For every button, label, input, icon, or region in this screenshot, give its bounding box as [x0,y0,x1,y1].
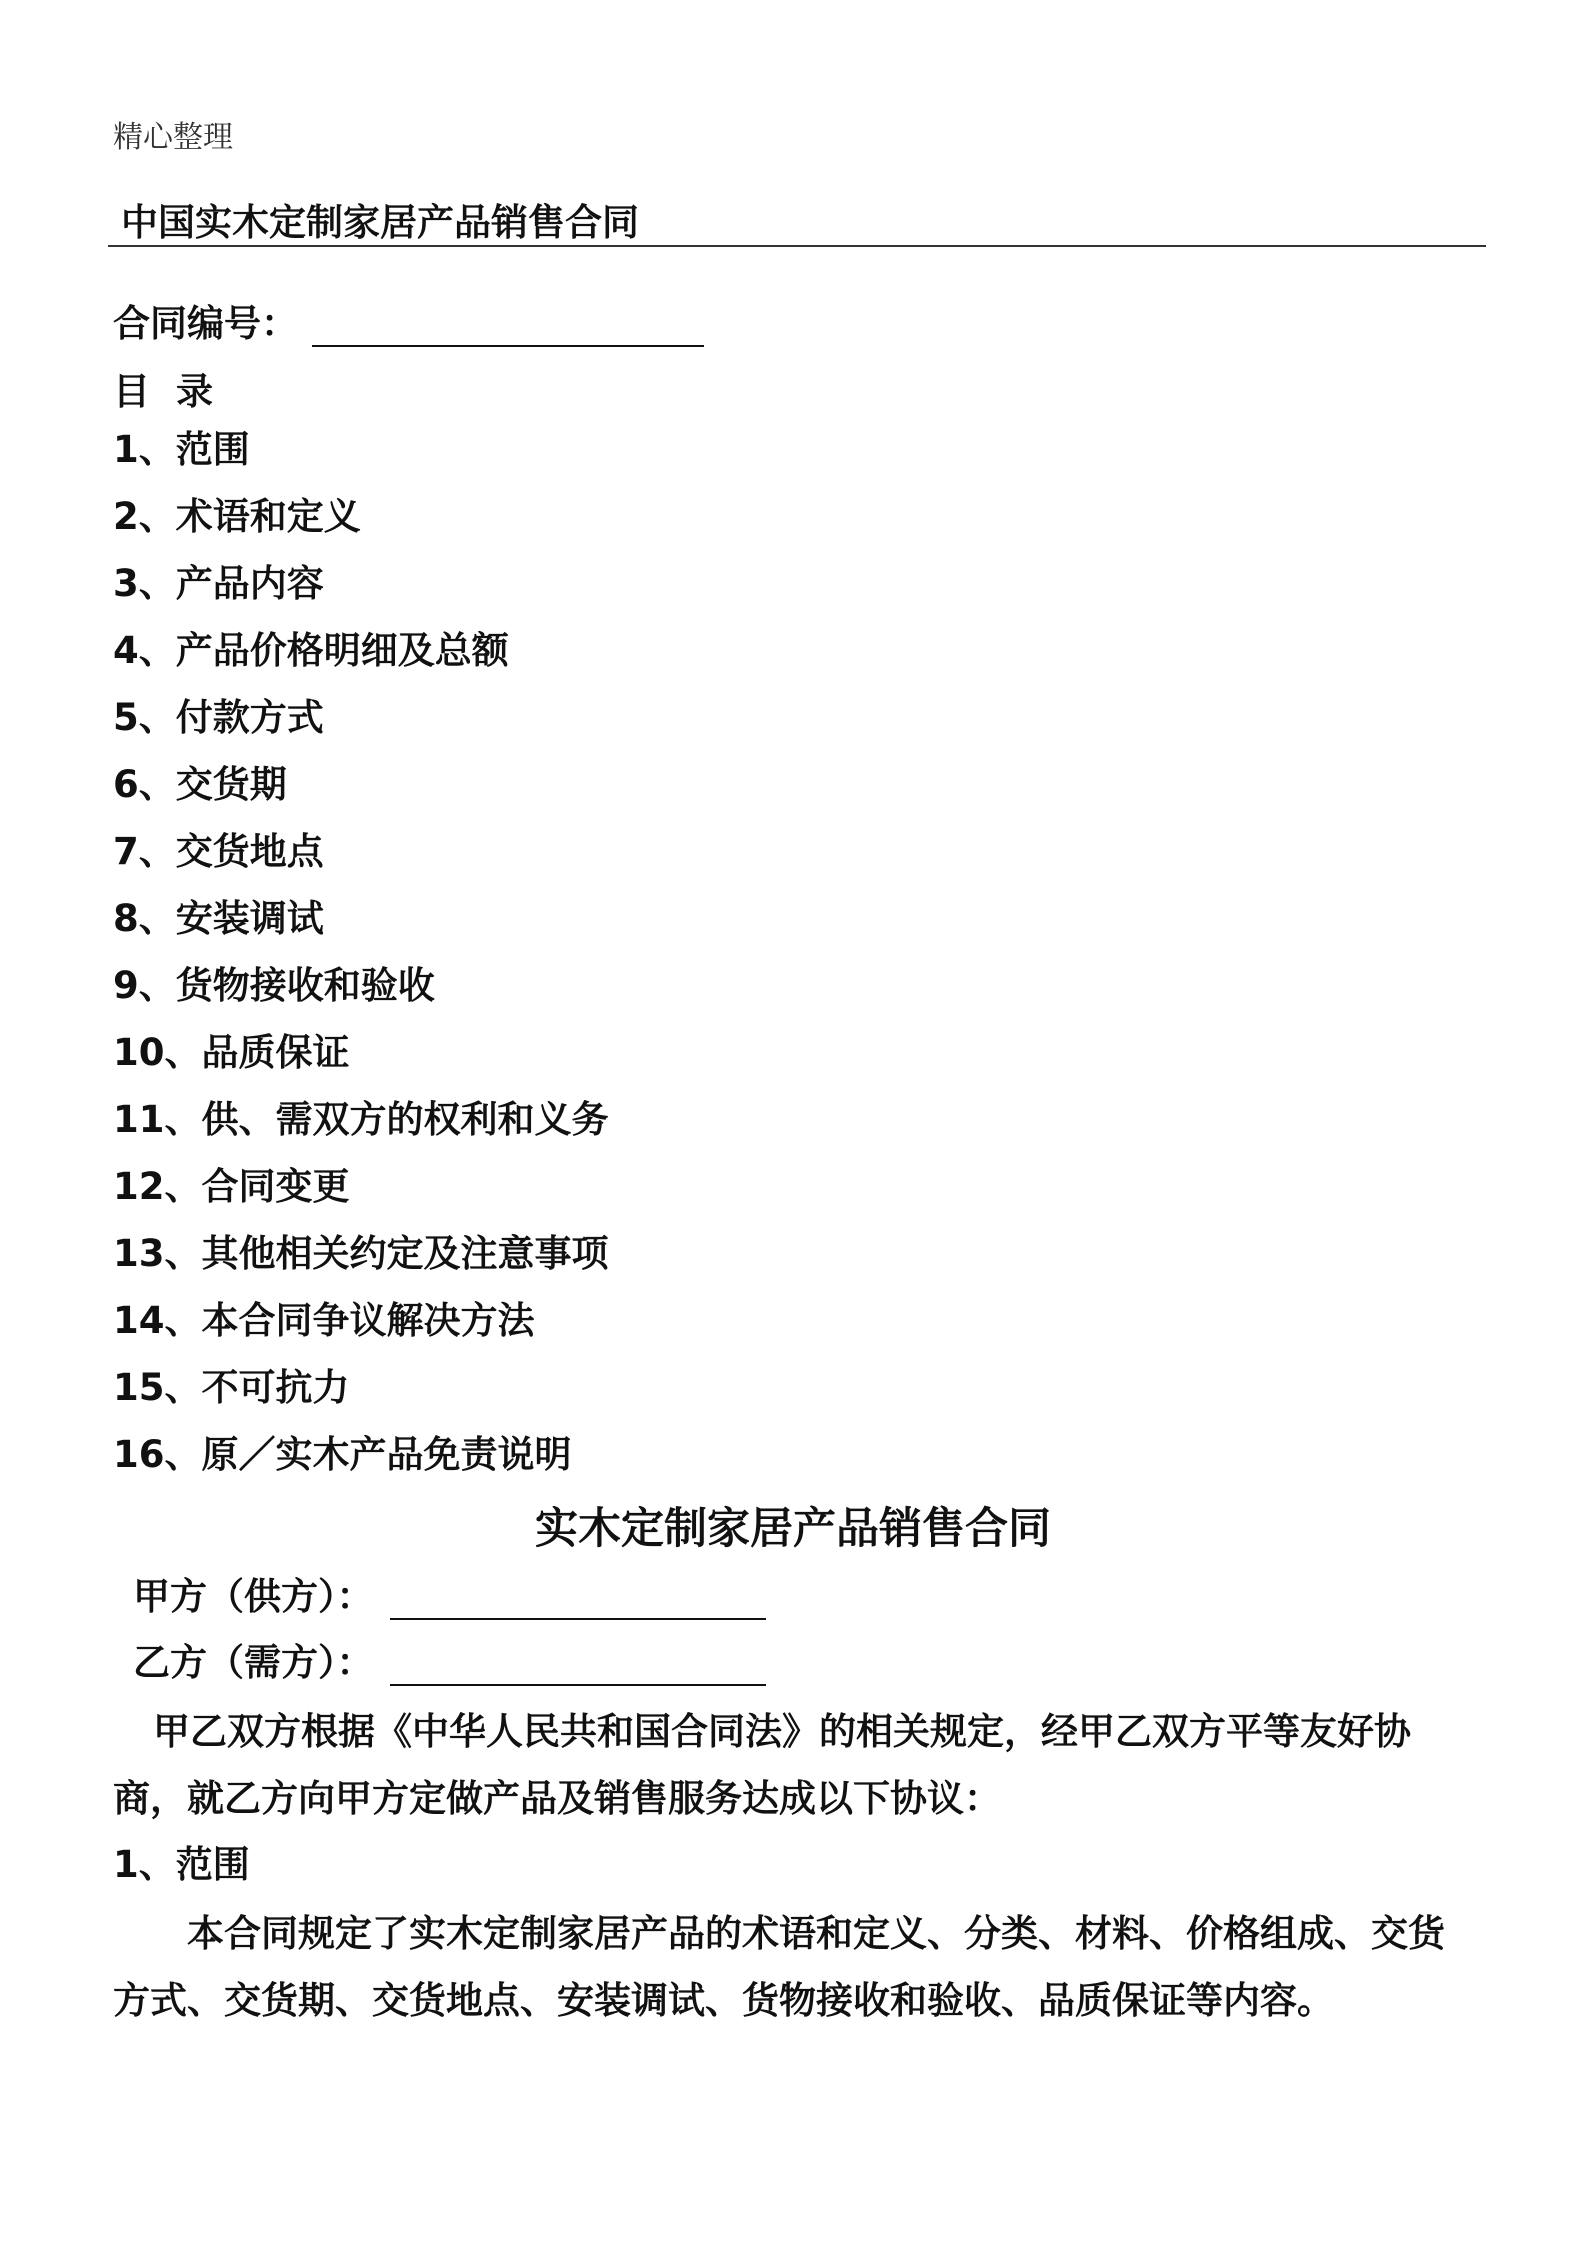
contract-number-row [113,293,704,347]
toc-item: 13、其他相关约定及注意事项 [113,1232,609,1275]
watermark-text: 精心整理 [113,120,233,155]
intro-paragraph: 甲乙双方根据《中华人民共和国合同法》的相关规定，经甲乙双方平等友好协商，就乙方向甲方定做产品及销售服务达成以下协议： [113,1710,1411,1820]
toc-item: 5、付款方式 [113,696,324,739]
party-a-blank [390,1578,766,1620]
header-divider [108,245,1486,247]
toc-item: 10、品质保证 [113,1031,350,1074]
toc-item: 3、产品内容 [113,562,324,605]
contract-number-blank [312,305,704,347]
toc-list [113,427,609,1499]
party-b-blank [390,1644,766,1686]
section-1-heading: 1、范围 [113,1843,250,1886]
toc-item: 2、术语和定义 [113,495,361,538]
toc-item: 8、安装调试 [113,897,324,940]
contract-number-label: 合同编号： [113,302,298,345]
toc-title: 目录 [113,370,239,413]
toc-item: 11、供、需双方的权利和义务 [113,1098,609,1141]
toc-item: 16、原／实木产品免责说明 [113,1433,572,1476]
toc-item: 7、交货地点 [113,830,324,873]
contract-main-title: 实木定制家居产品销售合同 [535,1504,1051,1554]
party-b-row [133,1632,766,1686]
toc-item: 12、合同变更 [113,1165,350,1208]
toc-item: 1、范围 [113,428,250,471]
party-b-label: 乙方（需方）： [133,1641,374,1684]
document-header-title: 中国实木定制家居产品销售合同 [121,201,639,244]
party-a-row [133,1566,766,1620]
toc-item: 9、货物接收和验收 [113,964,435,1007]
section-1-paragraph: 本合同规定了实木定制家居产品的术语和定义、分类、材料、价格组成、交货方式、交货期、交货地点、安装调试、货物接收和验收、品质保证等内容。 [113,1912,1445,2022]
party-a-label: 甲方（供方）： [133,1575,374,1618]
toc-item: 14、本合同争议解决方法 [113,1299,535,1342]
toc-item: 4、产品价格明细及总额 [113,629,509,672]
toc-item: 6、交货期 [113,763,287,806]
toc-item: 15、不可抗力 [113,1366,350,1409]
